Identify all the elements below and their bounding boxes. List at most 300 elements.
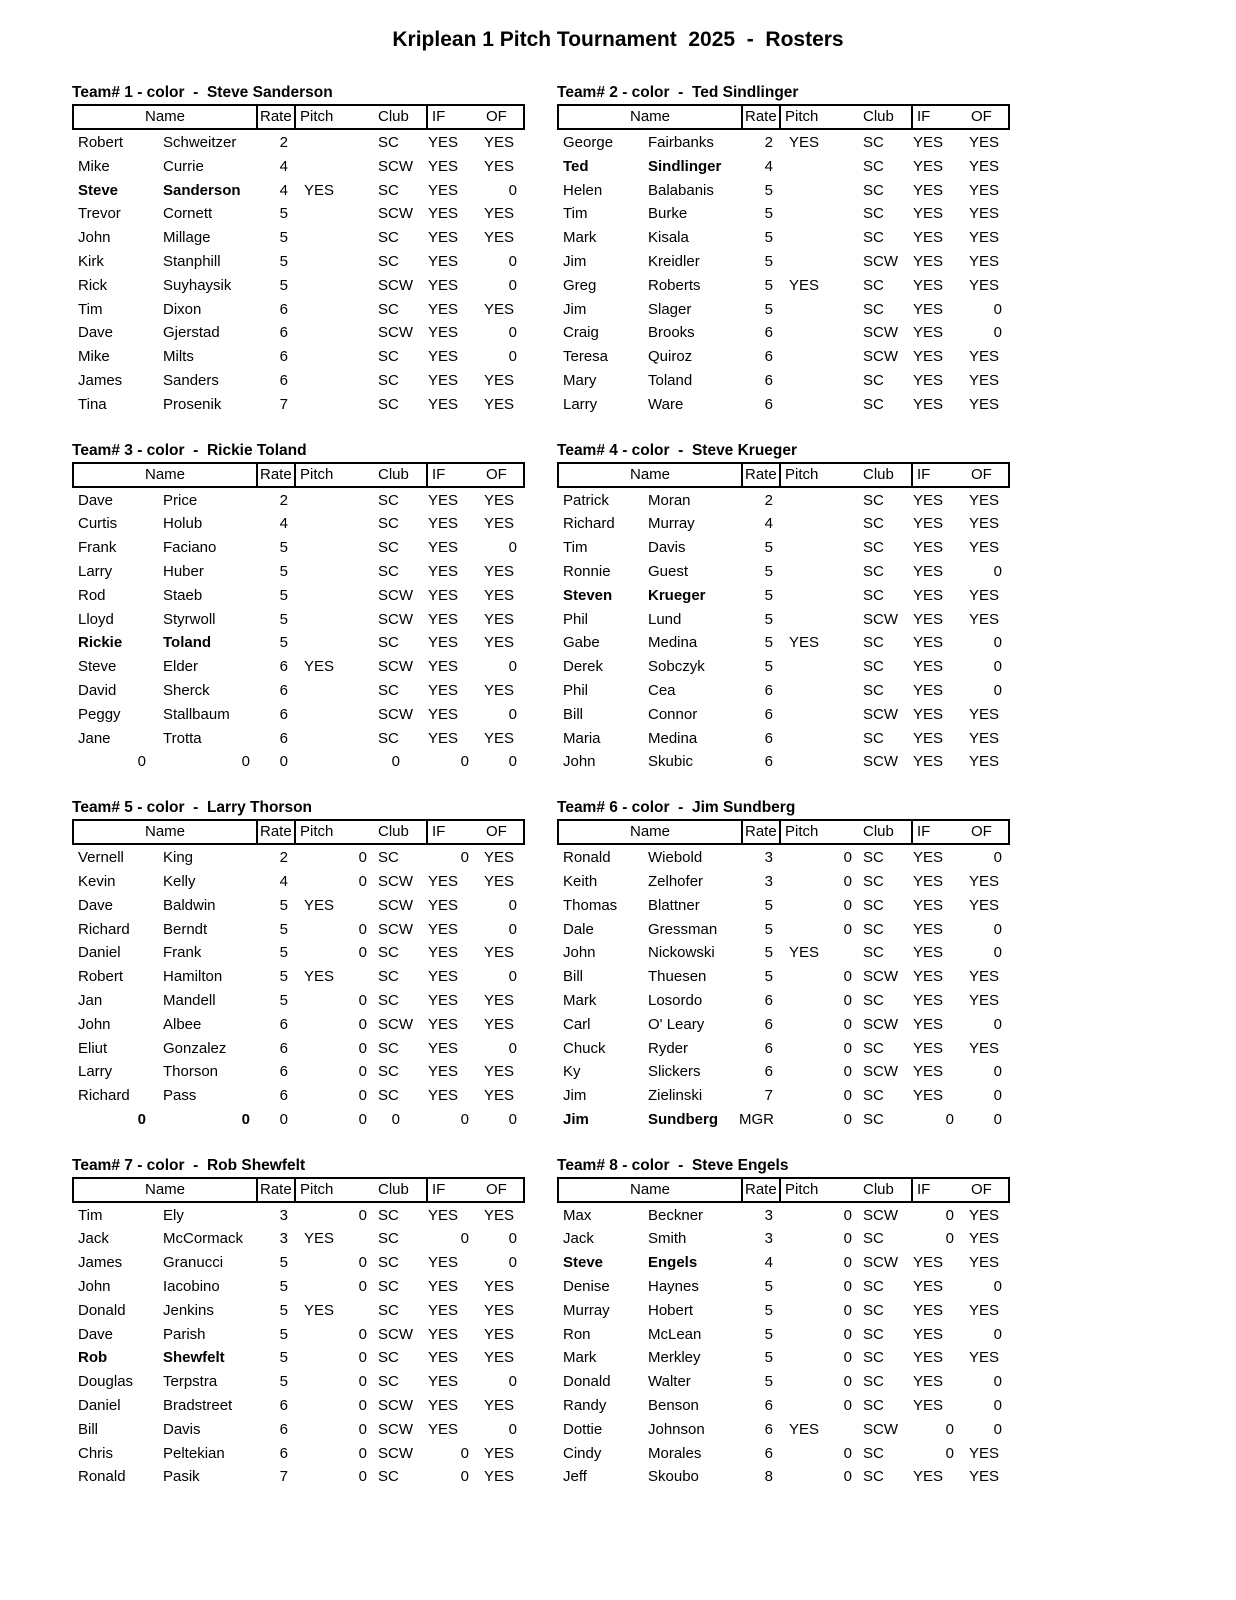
roster-cell-first: Dottie — [563, 1420, 603, 1438]
roster-cell-club: SC — [863, 300, 884, 318]
roster-cell-club: SC — [378, 1468, 399, 1486]
roster-cell-first: Trevor — [78, 205, 121, 223]
roster-cell-of: YES — [969, 705, 1000, 723]
roster-cell-club: SC — [863, 205, 884, 223]
roster-cell-club: SCW — [378, 205, 413, 223]
roster-cell-rate: 6 — [764, 729, 773, 747]
roster-cell-first: John — [78, 229, 111, 247]
roster-cell-rate: 5 — [764, 229, 773, 247]
roster-cell-first: Tim — [563, 539, 588, 557]
team-title: Team# 4 - color - Steve Krueger — [557, 441, 798, 459]
roster-cell-if: YES — [428, 920, 459, 938]
roster-cell-last: Shewfelt — [163, 1349, 225, 1367]
roster-cell-pitch: 0 — [358, 1206, 367, 1224]
roster-row — [557, 345, 1010, 369]
roster-cell-of: YES — [484, 1278, 515, 1296]
roster-cell-if: YES — [913, 705, 944, 723]
roster-cell-pitch: 0 — [843, 1254, 852, 1272]
roster-cell-last: Terpstra — [163, 1373, 218, 1391]
roster-cell-pitch: 0 — [358, 1373, 367, 1391]
roster-cell-last: Smith — [648, 1230, 687, 1248]
roster-cell-of: 0 — [993, 920, 1002, 938]
roster-cell-pitch — [294, 393, 372, 417]
roster-cell-club: SCW — [378, 157, 413, 175]
roster-row — [557, 393, 1010, 417]
roster-cell-of: YES — [969, 1206, 1000, 1224]
roster-cell-rate: 6 — [279, 371, 288, 389]
roster-cell-if: YES — [428, 1015, 459, 1033]
roster-cell-if: YES — [428, 134, 459, 151]
roster-cell-rate: 4 — [279, 872, 288, 890]
roster-cell-last: Thuesen — [648, 968, 707, 986]
roster-cell-if: YES — [428, 1206, 459, 1224]
roster-cell-if: YES — [913, 920, 944, 938]
roster-cell-club: SC — [378, 515, 399, 533]
column-header-club: Club — [863, 108, 894, 125]
roster-cell-of: YES — [969, 395, 1000, 413]
roster-cell-of: 0 — [993, 658, 1002, 676]
roster-cell-pitch — [779, 608, 857, 632]
roster-cell-first: George — [563, 134, 614, 151]
roster-row — [557, 750, 1010, 774]
teams-grid — [72, 82, 1236, 1489]
roster-cell-club: SC — [863, 491, 884, 509]
roster-cell-pitch — [294, 202, 372, 226]
roster-cell-if: 0 — [460, 1468, 469, 1486]
roster-cell-if: YES — [428, 181, 459, 199]
roster-cell-rate: 6 — [279, 658, 288, 676]
column-header-pitch: Pitch — [785, 823, 819, 841]
roster-row — [72, 345, 525, 369]
roster-cell-if: YES — [428, 634, 459, 652]
team-block-5 — [72, 797, 525, 1132]
roster-cell-pitch: 0 — [843, 1206, 852, 1224]
roster-row — [557, 918, 1010, 942]
roster-cell-club: SC — [378, 1230, 399, 1248]
roster-cell-of: YES — [484, 610, 515, 628]
roster-cell-if: YES — [913, 1468, 944, 1486]
roster-cell-last: Burke — [648, 205, 688, 223]
roster-row — [72, 989, 525, 1013]
column-header-of: OF — [486, 823, 507, 841]
roster-cell-club: SC — [378, 300, 399, 318]
roster-cell-rate: 4 — [279, 181, 288, 199]
roster-row — [72, 846, 525, 870]
roster-cell-first: 0 — [137, 753, 146, 771]
roster-cell-pitch: YES — [789, 944, 820, 962]
column-header-rate: Rate — [741, 464, 781, 486]
roster-cell-first: Rick — [78, 276, 108, 294]
roster-header — [72, 104, 525, 130]
roster-cell-last: 0 — [241, 1110, 250, 1128]
roster-cell-club: SC — [378, 1301, 399, 1319]
roster-cell-of: YES — [484, 944, 515, 962]
roster-cell-last: McLean — [648, 1325, 702, 1343]
roster-cell-pitch — [294, 250, 372, 274]
roster-row — [557, 1299, 1010, 1323]
team-roster-rows — [557, 1204, 1010, 1490]
roster-cell-of: YES — [969, 134, 1000, 151]
roster-cell-if: YES — [913, 1373, 944, 1391]
roster-cell-last: O' Leary — [648, 1015, 705, 1033]
roster-cell-first: Rod — [78, 586, 106, 604]
roster-cell-if: YES — [428, 729, 459, 747]
team-roster-rows — [557, 846, 1010, 1132]
roster-cell-if: YES — [428, 896, 459, 914]
roster-cell-if: 0 — [460, 1444, 469, 1462]
roster-cell-last: Johnson — [648, 1420, 705, 1438]
roster-cell-rate: 5 — [279, 1254, 288, 1272]
roster-cell-last: Medina — [648, 634, 698, 652]
roster-cell-first: Tim — [78, 300, 103, 318]
roster-cell-if: YES — [913, 1254, 944, 1272]
roster-cell-last: Stallbaum — [163, 705, 230, 723]
roster-cell-of: YES — [969, 1039, 1000, 1057]
roster-cell-rate: 6 — [279, 1087, 288, 1105]
roster-cell-rate: 5 — [279, 991, 288, 1009]
roster-cell-if: YES — [913, 681, 944, 699]
column-header-rate: Rate — [741, 106, 781, 128]
roster-cell-of: YES — [484, 229, 515, 247]
roster-cell-club: SC — [863, 371, 884, 389]
roster-cell-of: 0 — [993, 849, 1002, 867]
roster-cell-last: Sundberg — [648, 1110, 718, 1128]
roster-cell-of: 0 — [508, 920, 517, 938]
roster-cell-last: Cea — [648, 681, 676, 699]
team-roster-rows — [557, 489, 1010, 775]
roster-cell-rate: 5 — [764, 1278, 773, 1296]
roster-cell-pitch — [779, 489, 857, 513]
roster-cell-rate: 6 — [764, 395, 773, 413]
roster-cell-rate: 5 — [764, 1325, 773, 1343]
roster-cell-last: Currie — [163, 157, 204, 175]
roster-cell-club: SCW — [863, 1420, 898, 1438]
roster-cell-if: YES — [913, 944, 944, 962]
roster-cell-pitch — [779, 179, 857, 203]
team-roster-rows — [72, 131, 525, 417]
roster-row — [557, 536, 1010, 560]
roster-cell-if: YES — [913, 1015, 944, 1033]
roster-cell-of: YES — [969, 1301, 1000, 1319]
roster-cell-club: SC — [378, 395, 399, 413]
roster-cell-if: YES — [913, 1301, 944, 1319]
roster-cell-first: Derek — [563, 658, 604, 676]
roster-cell-rate: 5 — [279, 252, 288, 270]
roster-cell-rate: 3 — [279, 1206, 288, 1224]
roster-cell-pitch — [779, 584, 857, 608]
roster-cell-pitch — [294, 750, 372, 774]
roster-cell-if: YES — [428, 1325, 459, 1343]
roster-cell-last: Albee — [163, 1015, 202, 1033]
roster-cell-first: Frank — [78, 539, 117, 557]
roster-row — [72, 1442, 525, 1466]
roster-cell-of: 0 — [993, 944, 1002, 962]
roster-cell-rate: 5 — [764, 1373, 773, 1391]
roster-cell-first: 0 — [137, 1110, 146, 1128]
roster-cell-club: SC — [378, 1039, 399, 1057]
roster-row — [72, 941, 525, 965]
roster-cell-last: Dixon — [163, 300, 202, 318]
roster-cell-if: YES — [913, 324, 944, 342]
roster-row — [72, 1323, 525, 1347]
column-header-club: Club — [863, 823, 894, 841]
column-header-club: Club — [378, 465, 409, 483]
roster-cell-if: YES — [913, 276, 944, 294]
roster-cell-club: SC — [378, 252, 399, 270]
roster-cell-last: Medina — [648, 729, 698, 747]
roster-cell-rate: 5 — [279, 610, 288, 628]
roster-cell-club: SC — [863, 1444, 884, 1462]
roster-cell-of: 0 — [508, 968, 517, 986]
roster-row — [72, 727, 525, 751]
roster-cell-club: SCW — [378, 872, 413, 890]
roster-cell-rate: 5 — [764, 181, 773, 199]
roster-cell-club: SCW — [378, 276, 413, 294]
roster-cell-last: Nickowski — [648, 944, 715, 962]
roster-cell-club: SC — [378, 562, 399, 580]
roster-row — [557, 202, 1010, 226]
column-header-name: Name — [629, 1180, 670, 1198]
roster-row — [557, 226, 1010, 250]
roster-cell-of: 0 — [993, 1397, 1002, 1415]
roster-cell-last: Bradstreet — [163, 1397, 233, 1415]
column-header-pitch: Pitch — [785, 1180, 819, 1198]
roster-row — [72, 679, 525, 703]
roster-cell-rate: 6 — [279, 1444, 288, 1462]
roster-cell-club: SC — [378, 944, 399, 962]
roster-cell-of: YES — [969, 371, 1000, 389]
roster-cell-last: Schweitzer — [163, 134, 237, 151]
roster-cell-if: YES — [913, 872, 944, 890]
roster-cell-first: Robert — [78, 968, 124, 986]
roster-cell-last: Brooks — [648, 324, 695, 342]
roster-cell-club: SCW — [378, 1444, 413, 1462]
roster-cell-of: YES — [484, 634, 515, 652]
team-roster-rows — [557, 131, 1010, 417]
roster-cell-club: SC — [378, 1373, 399, 1391]
roster-cell-rate: 6 — [279, 1015, 288, 1033]
roster-cell-if: 0 — [945, 1230, 954, 1248]
roster-cell-club: SCW — [863, 705, 898, 723]
roster-cell-club: SCW — [863, 348, 898, 366]
roster-cell-if: YES — [913, 134, 944, 151]
roster-cell-last: Ryder — [648, 1039, 689, 1057]
roster-cell-pitch — [779, 369, 857, 393]
roster-row — [72, 1108, 525, 1132]
roster-cell-first: Bill — [78, 1420, 99, 1438]
roster-row — [72, 131, 525, 155]
roster-cell-last: Haynes — [648, 1278, 699, 1296]
roster-row — [72, 1275, 525, 1299]
roster-cell-club: SC — [863, 944, 884, 962]
roster-cell-of: YES — [484, 872, 515, 890]
roster-cell-if: YES — [913, 491, 944, 509]
roster-cell-first: Jack — [563, 1230, 594, 1248]
roster-cell-pitch: YES — [304, 181, 335, 199]
roster-cell-pitch — [779, 155, 857, 179]
roster-cell-rate: 5 — [764, 300, 773, 318]
roster-cell-rate: 5 — [279, 229, 288, 247]
roster-cell-rate: 6 — [764, 705, 773, 723]
column-header-of: OF — [486, 1180, 507, 1198]
roster-cell-of: YES — [969, 872, 1000, 890]
roster-row — [72, 202, 525, 226]
column-header-if: IF — [911, 464, 963, 486]
roster-cell-club: SC — [378, 134, 399, 151]
roster-cell-pitch: 0 — [358, 1278, 367, 1296]
roster-cell-first: Dave — [78, 324, 114, 342]
roster-cell-of: YES — [969, 753, 1000, 771]
roster-row — [72, 489, 525, 513]
roster-cell-pitch — [779, 298, 857, 322]
roster-cell-if: 0 — [945, 1110, 954, 1128]
roster-cell-pitch — [779, 345, 857, 369]
roster-cell-pitch: 0 — [358, 991, 367, 1009]
roster-cell-rate: 5 — [764, 1349, 773, 1367]
roster-cell-last: Styrwoll — [163, 610, 216, 628]
roster-cell-of: YES — [969, 1468, 1000, 1486]
roster-row — [557, 250, 1010, 274]
roster-cell-rate: 6 — [764, 371, 773, 389]
roster-cell-pitch: 0 — [843, 896, 852, 914]
roster-cell-if: YES — [913, 610, 944, 628]
team-roster-rows — [72, 846, 525, 1132]
roster-cell-rate: 6 — [279, 300, 288, 318]
roster-cell-last: Roberts — [648, 276, 701, 294]
roster-cell-club: SCW — [863, 252, 898, 270]
roster-cell-rate: 6 — [279, 1397, 288, 1415]
roster-cell-first: Curtis — [78, 515, 118, 533]
roster-cell-pitch: 0 — [843, 1397, 852, 1415]
roster-cell-last: Kelly — [163, 872, 196, 890]
roster-cell-club: SC — [378, 991, 399, 1009]
roster-row — [557, 679, 1010, 703]
roster-cell-if: YES — [428, 300, 459, 318]
team-block-2 — [557, 82, 1010, 417]
roster-cell-if: YES — [428, 515, 459, 533]
roster-cell-club: SC — [378, 1087, 399, 1105]
roster-cell-club: SC — [863, 729, 884, 747]
roster-cell-last: Davis — [648, 539, 686, 557]
roster-row — [72, 512, 525, 536]
roster-cell-of: YES — [484, 1063, 515, 1081]
roster-cell-if: YES — [913, 562, 944, 580]
roster-cell-rate: 6 — [764, 1420, 773, 1438]
roster-cell-club: SCW — [863, 1015, 898, 1033]
roster-cell-pitch: 0 — [843, 1015, 852, 1033]
roster-cell-pitch — [294, 536, 372, 560]
roster-row — [72, 226, 525, 250]
roster-cell-first: Kevin — [78, 872, 116, 890]
roster-cell-if: YES — [428, 1278, 459, 1296]
roster-cell-pitch: 0 — [843, 1087, 852, 1105]
roster-cell-if: YES — [428, 1039, 459, 1057]
roster-cell-last: Pasik — [163, 1468, 200, 1486]
roster-cell-pitch: 0 — [843, 1278, 852, 1296]
roster-cell-rate: 2 — [764, 134, 773, 151]
roster-cell-club: SC — [378, 968, 399, 986]
roster-row — [557, 131, 1010, 155]
roster-cell-rate: 5 — [764, 920, 773, 938]
roster-cell-rate: 6 — [764, 1397, 773, 1415]
roster-cell-rate: 5 — [764, 944, 773, 962]
roster-cell-last: Morales — [648, 1444, 702, 1462]
roster-row — [72, 369, 525, 393]
roster-cell-first: Max — [563, 1206, 592, 1224]
roster-cell-first: Phil — [563, 610, 589, 628]
roster-cell-of: YES — [969, 229, 1000, 247]
roster-cell-club: SCW — [378, 658, 413, 676]
roster-cell-first: Steven — [563, 586, 613, 604]
roster-cell-first: Mary — [563, 371, 597, 389]
roster-cell-of: 0 — [993, 1278, 1002, 1296]
roster-cell-of: YES — [484, 1397, 515, 1415]
roster-cell-last: Stanphill — [163, 252, 221, 270]
roster-cell-if: YES — [913, 1087, 944, 1105]
column-header-of: OF — [486, 108, 507, 125]
roster-cell-rate: 5 — [279, 968, 288, 986]
roster-cell-club: SCW — [378, 610, 413, 628]
roster-cell-of: 0 — [508, 896, 517, 914]
column-header-club: Club — [378, 108, 409, 125]
roster-cell-pitch: 0 — [358, 1397, 367, 1415]
roster-cell-rate: MGR — [739, 1110, 774, 1128]
roster-cell-first: Mark — [563, 1349, 597, 1367]
roster-cell-pitch: 0 — [843, 1039, 852, 1057]
roster-cell-rate: 4 — [764, 1254, 773, 1272]
roster-cell-rate: 5 — [279, 205, 288, 223]
roster-cell-first: Helen — [563, 181, 603, 199]
roster-cell-of: YES — [484, 1206, 515, 1224]
roster-cell-club: SCW — [863, 1063, 898, 1081]
roster-cell-club: SC — [378, 1063, 399, 1081]
roster-cell-rate: 5 — [764, 252, 773, 270]
roster-cell-club: 0 — [391, 753, 400, 771]
roster-cell-last: Toland — [648, 371, 693, 389]
roster-cell-last: Gonzalez — [163, 1039, 227, 1057]
roster-cell-club: SC — [863, 1325, 884, 1343]
column-header-if: IF — [911, 821, 963, 843]
roster-cell-of: YES — [484, 491, 515, 509]
roster-cell-of: 0 — [993, 324, 1002, 342]
roster-cell-pitch: 0 — [843, 1468, 852, 1486]
roster-cell-first: Steve — [563, 1254, 604, 1272]
roster-cell-last: Trotta — [163, 729, 202, 747]
roster-cell-rate: 5 — [279, 1325, 288, 1343]
roster-cell-first: Tim — [78, 1206, 103, 1224]
roster-row — [557, 965, 1010, 989]
roster-cell-club: 0 — [391, 1110, 400, 1128]
roster-cell-if: YES — [428, 157, 459, 175]
roster-cell-of: 0 — [508, 658, 517, 676]
roster-cell-last: Gjerstad — [163, 324, 220, 342]
roster-cell-if: YES — [913, 849, 944, 867]
roster-cell-last: Berndt — [163, 920, 208, 938]
roster-cell-first: Bill — [563, 968, 584, 986]
roster-cell-last: Skoubo — [648, 1468, 699, 1486]
roster-cell-club: SC — [378, 1206, 399, 1224]
column-header-name: Name — [629, 823, 670, 841]
roster-cell-club: SCW — [378, 1420, 413, 1438]
roster-cell-of: 0 — [993, 1325, 1002, 1343]
team-block-3 — [72, 440, 525, 775]
roster-cell-rate: 3 — [764, 872, 773, 890]
roster-cell-club: SCW — [378, 1397, 413, 1415]
roster-cell-of: YES — [484, 586, 515, 604]
roster-row — [557, 298, 1010, 322]
roster-cell-first: Peggy — [78, 705, 121, 723]
roster-cell-last: King — [163, 849, 194, 867]
